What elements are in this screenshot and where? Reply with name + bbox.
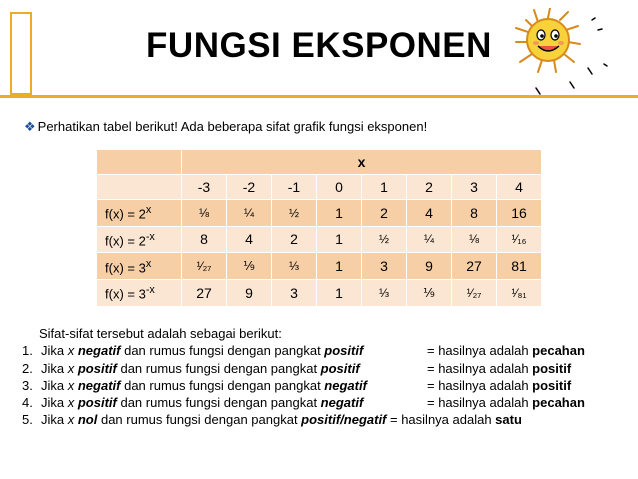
table-row: [97, 199, 542, 226]
page-title: FUNGSI EKSPONEN: [146, 26, 492, 65]
table-header-row: [97, 150, 542, 175]
table-cell: ⅓: [362, 280, 407, 307]
table-cell: ¹⁄₁₆: [497, 226, 542, 253]
x-value-cell: 4: [497, 174, 542, 199]
table-row: [97, 253, 542, 280]
table-cell: ⅛: [182, 199, 227, 226]
table-cell: 4: [407, 199, 452, 226]
row-label: $f(x) = 2^x$: [97, 199, 182, 226]
table-cell: 8: [182, 226, 227, 253]
x-value-cell: 2: [407, 174, 452, 199]
table-cell: 9: [227, 280, 272, 307]
exponent-table: [96, 149, 542, 307]
table-cell: 16: [497, 199, 542, 226]
table-cell: ¹⁄₂₇: [452, 280, 497, 307]
properties-list: [22, 342, 585, 428]
intro-text: [24, 119, 427, 135]
table-cell: ⅑: [407, 280, 452, 307]
table-cell: ⅛: [452, 226, 497, 253]
table-cell: 4: [227, 226, 272, 253]
summary-lead: Sifat-sifat tersebut adalah sebagai berikut:: [39, 326, 282, 341]
table-cell: 1: [317, 199, 362, 226]
table-cell: 1: [317, 226, 362, 253]
x-value-cell: 0: [317, 174, 362, 199]
table-row: [97, 280, 542, 307]
list-item: 1. Jika x negatif dan rumus fungsi dengan pangkat positif = hasilnya adalah pecahan: [22, 343, 585, 359]
x-value-cell: -1: [272, 174, 317, 199]
x-value-cell: -2: [227, 174, 272, 199]
intro-sentence: Perhatikan tabel berikut! Ada beberapa sifat grafik fungsi eksponen!: [37, 119, 428, 134]
table-cell: ¼: [407, 226, 452, 253]
table-cell: 3: [272, 280, 317, 307]
table-cell: ⅓: [272, 253, 317, 280]
table-cell: 2: [362, 199, 407, 226]
table-cell: 1: [317, 253, 362, 280]
list-item: 4. Jika x positif dan rumus fungsi dengan pangkat negatif = hasilnya adalah pecahan: [22, 395, 585, 411]
properties-summary: [22, 325, 585, 429]
smiling-sun-icon: [508, 8, 618, 98]
list-item: 2. Jika x positif dan rumus fungsi dengan pangkat positif = hasilnya adalah positif: [22, 360, 572, 376]
table-cell: 9: [407, 253, 452, 280]
x-value-cell: -3: [182, 174, 227, 199]
table-row: [97, 226, 542, 253]
x-values-row: [97, 174, 542, 199]
list-item: 3. Jika x negatif dan rumus fungsi dengan pangkat negatif = hasilnya adalah positif: [22, 377, 572, 393]
x-value-cell: 1: [362, 174, 407, 199]
row-label: $f(x) = 2^{-x}$: [97, 226, 182, 253]
table-cell: ⅑: [227, 253, 272, 280]
table-cell: 27: [452, 253, 497, 280]
table-cell: 1: [317, 280, 362, 307]
x-value-cell: 3: [452, 174, 497, 199]
diamond-bullet-icon: ❖: [24, 119, 36, 134]
table-cell: 27: [182, 280, 227, 307]
table-cell: ½: [362, 226, 407, 253]
table-corner-cell: [97, 150, 182, 175]
row-label: $f(x) = 3^x$: [97, 253, 182, 280]
table-cell: ¹⁄₈₁: [497, 280, 542, 307]
row-label: $f(x) = 3^{-x}$: [97, 280, 182, 307]
x-header: x: [182, 150, 542, 175]
table-cell: ¼: [227, 199, 272, 226]
table-cell: 8: [452, 199, 497, 226]
table-cell: ½: [272, 199, 317, 226]
table-cell: 81: [497, 253, 542, 280]
list-item: 5. Jika x nol dan rumus fungsi dengan pangkat positif/negatif = hasilnya adalah satu: [22, 412, 522, 428]
table-cell: 3: [362, 253, 407, 280]
table-cell: ¹⁄₂₇: [182, 253, 227, 280]
table-cell: 2: [272, 226, 317, 253]
x-values-label-cell: [97, 174, 182, 199]
